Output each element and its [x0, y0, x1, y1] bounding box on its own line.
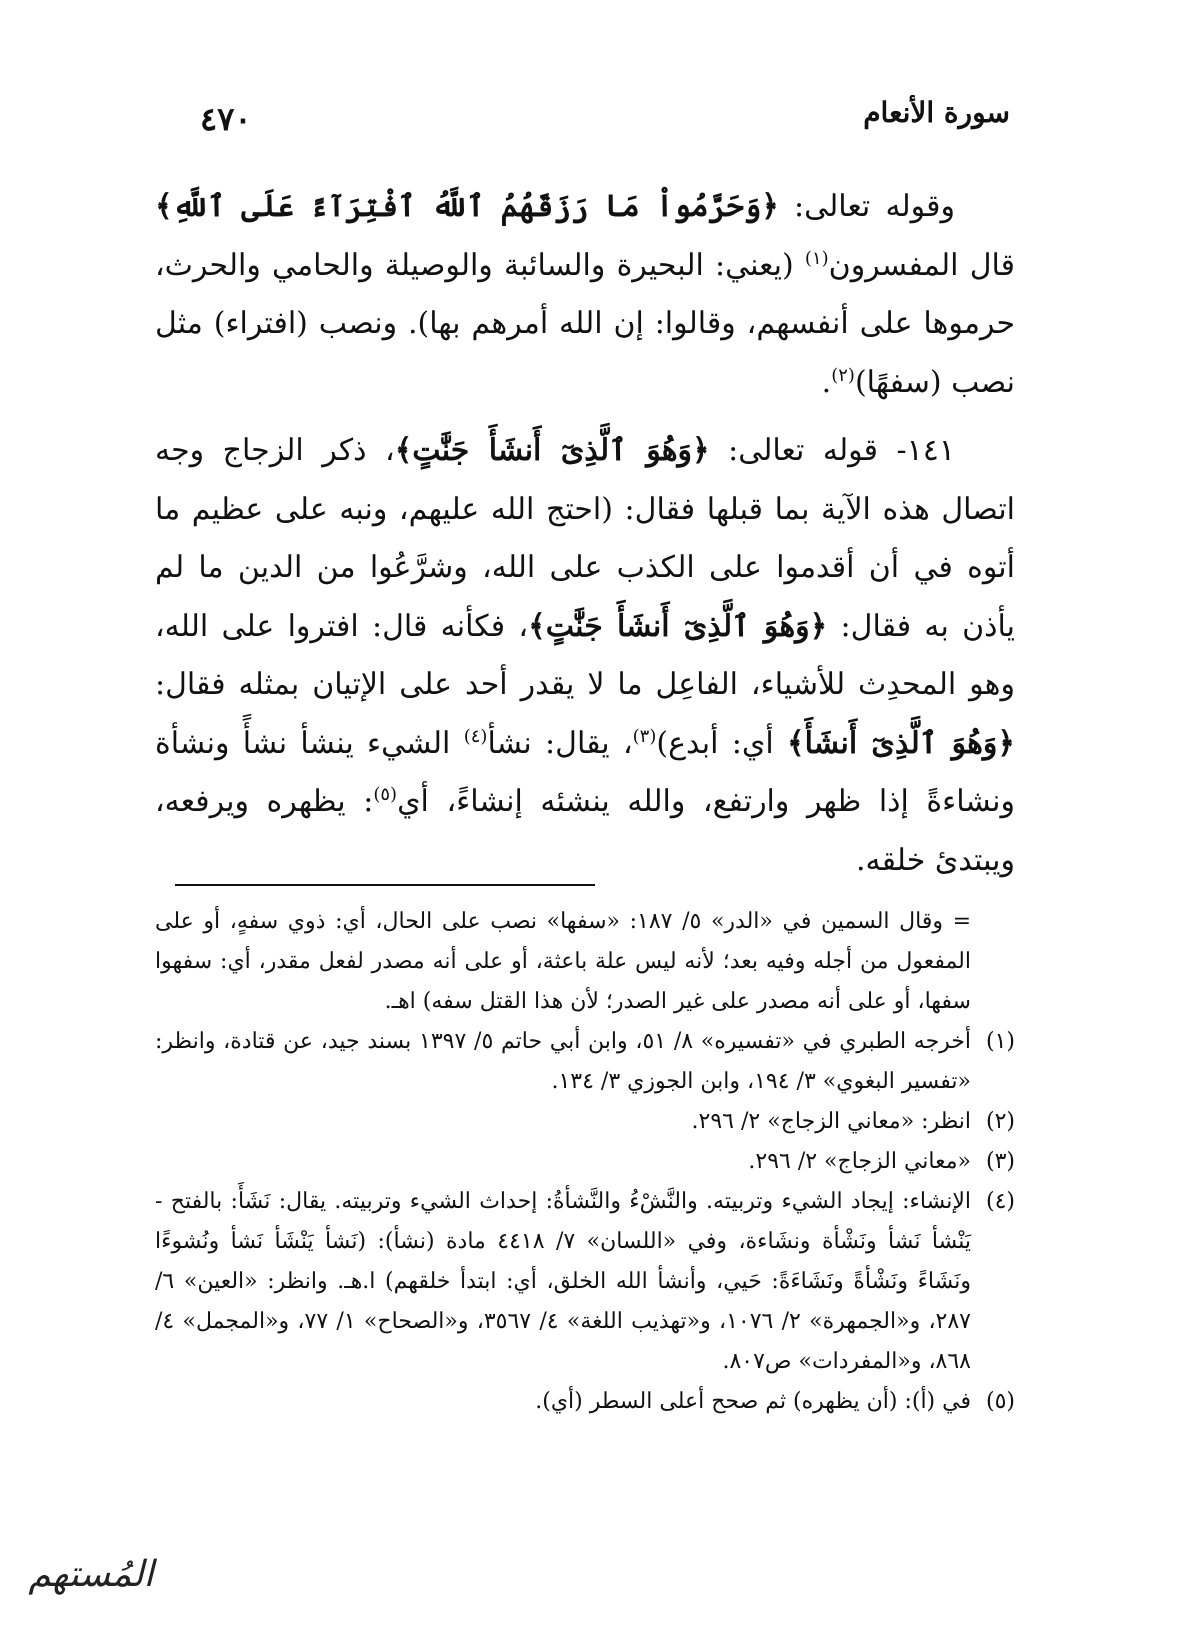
text-run: ، ذكر الزجاج وجه اتصال هذه الآية بما قبلها فقال: (احتج الله عليهم، ونبه على عظيم ما أتوه في أن أقدموا على الكذب على الله، وشرَّعُوا من الدين ما لم يأذن به فقال:: [155, 433, 1015, 644]
footnote-ref-5[interactable]: (٥): [373, 784, 398, 805]
footnote-divider: [175, 884, 595, 886]
text-run: أي: أبدع): [656, 725, 788, 761]
paragraph-2: [155, 422, 1015, 890]
verse-number-lead: ١٤١- قوله تعالى:: [709, 433, 955, 468]
quran-verse: ﴿وَهُوَ ٱلَّذِىٓ أَنشَأَ جَنَّٰتٍ﴾: [528, 608, 828, 644]
surah-title: سورة الأنعام: [863, 96, 1010, 129]
page-number: ٤٧٠: [200, 100, 252, 138]
footnote-ref-2[interactable]: (٢): [831, 364, 855, 386]
footnote-5: [155, 1382, 1015, 1422]
quran-verse: ﴿وَحَرَّمُواْ مَا رَزَقَهُمُ ٱللَّهُ ٱفْتِرَآءً عَلَى ٱللَّهِ﴾: [155, 189, 779, 224]
footnote-1: [155, 1022, 1015, 1102]
text-run: .: [821, 364, 832, 400]
footnote-3: [155, 1142, 1015, 1182]
text-run: وقوله تعالى:: [778, 189, 955, 224]
footnote-text: أخرجه الطبري في «تفسيره» ٨/ ٥١، وابن أبي حاتم ٥/ ١٣٩٧ بسند جيد، عن قتادة، وانظر: «تفسير البغوي» ٣/ ١٩٤، وابن الجوزي ٣/ ١٣٤.: [155, 1029, 972, 1094]
watermark-logo: المُستهم: [28, 1553, 154, 1595]
text-run: : يظهره ويرفعه، ويبتدئ خلقه.: [155, 784, 1015, 878]
footnote-text: الإنشاء: إيجاد الشيء وتربيته. والنَّشْءُ والنَّشأةُ: إحداث الشيء وتربيته. يقال: نَشَأَ: بالفتح - يَنْشأ نَشأ ونَشْأة ونشَاءة، وفي «اللسان» ٧/ ٤٤١٨ مادة (نشأ): (نَشأ يَنْشَأ نَشأ ونُشوءًا ونَشَاءً ونَشْأةً ونَشَاءَةً: حَيي، وأنشأ الله الخلق، أي: ابتدأ خلقهم) ا.هـ. وانظر: «العين» ٦/ ٢٨٧، و«الجمهرة» ٢/ ١٠٧٦، و«تهذيب اللغة» ٤/ ٣٥٦٧، و«الصحاح» ١/ ٧٧، و«المجمل» ٤/ ٨٦٨، و«المفردات» ص٨٠٧.: [155, 1189, 972, 1374]
quran-verse: ﴿وَهُوَ ٱلَّذِىٓ أَنشَأَ﴾: [787, 725, 1016, 761]
footnote-ref-4[interactable]: (٤): [463, 725, 488, 747]
footnote-text: انظر: «معاني الزجاج» ٢/ ٢٩٦.: [691, 1109, 971, 1134]
quran-verse: ﴿وَهُوَ ٱلَّذِىٓ أَنشَأَ جَنَّٰتٍ﴾: [394, 433, 710, 468]
footnote-2: [155, 1102, 1015, 1142]
footnote-continuation: = وقال السمين في «الدر» ٥/ ١٨٧: «سفها» نصب على الحال، أي: ذوي سفهٍ، أو على المفعول من أجله وفيه بعد؛ لأنه ليس علة باعثة، أو على أنه مصدر لفعل مقدر، أي: سفهوا سفها، أو على أنه مصدر على غير الصدر؛ لأن هذا القتل سفه) اهـ.: [155, 909, 972, 1014]
footnote-text: في (أ): (أن يظهره) ثم صحح أعلى السطر (أي).: [535, 1389, 971, 1414]
footnote-number: (٣): [985, 1149, 1015, 1174]
footnote-4: [155, 1182, 1015, 1382]
footnote-number: (٥): [985, 1389, 1015, 1414]
footnote-ref-3[interactable]: (٣): [632, 725, 657, 747]
text-run: ، فكأنه قال: افتروا على الله، وهو المحدِث للأشياء، الفاعِل ما لا يقدر أحد على الإتيان بمثله فقال:: [155, 608, 1015, 702]
footnote-text: «معاني الزجاج» ٢/ ٢٩٦.: [748, 1149, 971, 1174]
paragraph-1: [155, 178, 1015, 412]
page-header: [200, 96, 1010, 142]
footnote-ref-1[interactable]: (١): [804, 247, 829, 269]
main-text: [155, 178, 1015, 890]
text-run: (يعني: البحيرة والسائبة والوصيلة والحامي والحرث، حرموها على أنفسهم، وقالوا: إن الله أمرهم بها). ونصب (افتراء) مثل نصب (سفهًا): [155, 247, 1015, 400]
footnote-number: (١): [985, 1029, 1015, 1054]
text-run: ، يقال: نشأ: [487, 725, 633, 761]
footnotes: [155, 902, 1015, 1422]
footnote-number: (٢): [985, 1109, 1015, 1134]
footnote-number: (٤): [985, 1189, 1015, 1214]
text-run: الشيء ينشأ نشأً ونشأة ونشاءةً إذا ظهر وارتفع، والله ينشئه إنشاءً، أي: [155, 725, 1016, 819]
text-run: قال المفسرون: [828, 247, 1015, 283]
